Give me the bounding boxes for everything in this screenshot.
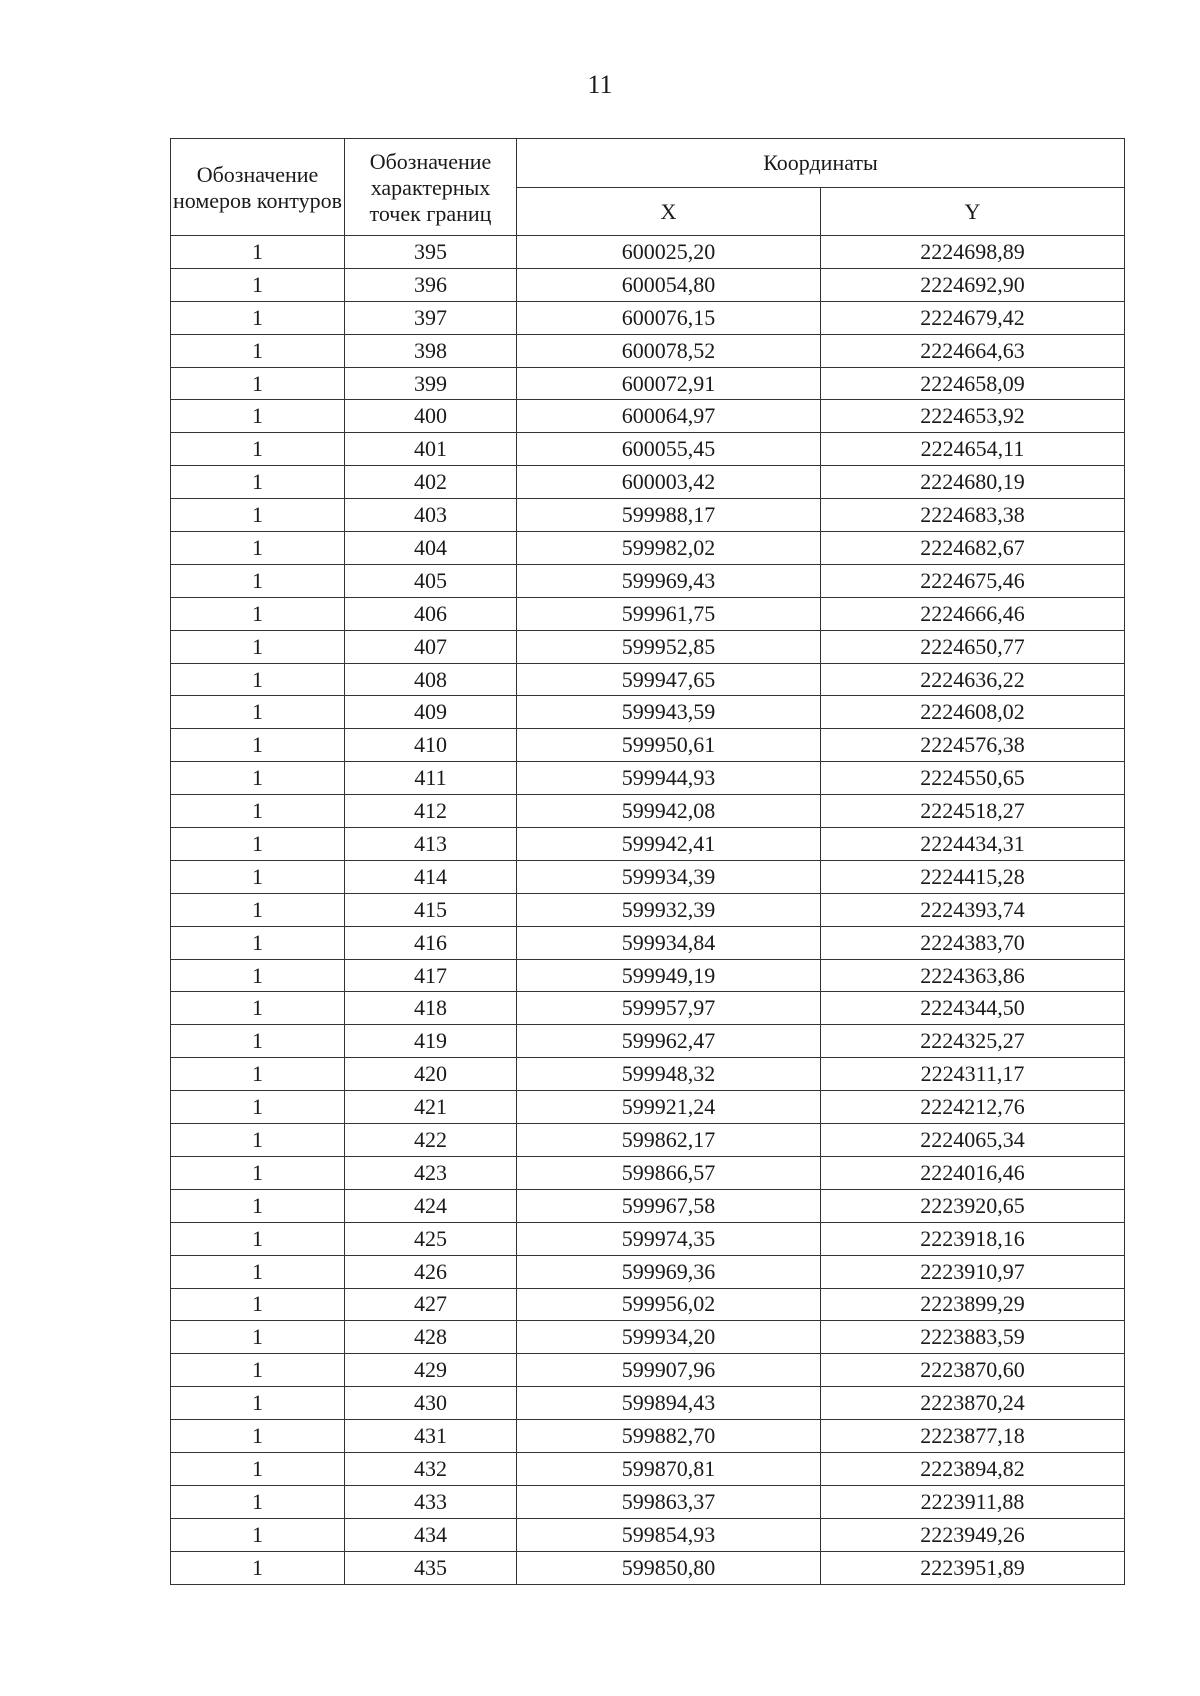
table-row [171, 1255, 1125, 1288]
cell-contour: 1 [171, 532, 345, 565]
cell-x: 599947,65 [517, 663, 821, 696]
cell-x: 599956,02 [517, 1288, 821, 1321]
cell-x: 599934,39 [517, 860, 821, 893]
cell-x: 599907,96 [517, 1354, 821, 1387]
cell-contour: 1 [171, 1420, 345, 1453]
cell-point: 403 [345, 499, 517, 532]
cell-y: 2223870,60 [821, 1354, 1125, 1387]
cell-y: 2224518,27 [821, 795, 1125, 828]
cell-x: 599894,43 [517, 1387, 821, 1420]
cell-x: 600025,20 [517, 236, 821, 269]
cell-contour: 1 [171, 1551, 345, 1584]
table-row [171, 893, 1125, 926]
cell-point: 421 [345, 1091, 517, 1124]
cell-point: 399 [345, 367, 517, 400]
cell-point: 407 [345, 630, 517, 663]
cell-y: 2224325,27 [821, 1025, 1125, 1058]
cell-x: 599942,41 [517, 828, 821, 861]
cell-point: 416 [345, 926, 517, 959]
table-row [171, 1288, 1125, 1321]
cell-point: 401 [345, 433, 517, 466]
cell-point: 420 [345, 1058, 517, 1091]
cell-point: 423 [345, 1156, 517, 1189]
cell-y: 2223877,18 [821, 1420, 1125, 1453]
cell-point: 397 [345, 301, 517, 334]
cell-contour: 1 [171, 663, 345, 696]
cell-y: 2223883,59 [821, 1321, 1125, 1354]
table-row [171, 236, 1125, 269]
cell-point: 430 [345, 1387, 517, 1420]
cell-contour: 1 [171, 893, 345, 926]
cell-x: 599988,17 [517, 499, 821, 532]
cell-point: 427 [345, 1288, 517, 1321]
cell-x: 599949,19 [517, 959, 821, 992]
cell-contour: 1 [171, 630, 345, 663]
cell-y: 2224065,34 [821, 1124, 1125, 1157]
cell-x: 599921,24 [517, 1091, 821, 1124]
cell-contour: 1 [171, 597, 345, 630]
cell-x: 599962,47 [517, 1025, 821, 1058]
cell-contour: 1 [171, 1354, 345, 1387]
cell-x: 599854,93 [517, 1518, 821, 1551]
cell-point: 411 [345, 762, 517, 795]
cell-contour: 1 [171, 367, 345, 400]
cell-y: 2224344,50 [821, 992, 1125, 1025]
table-row [171, 1485, 1125, 1518]
cell-y: 2224383,70 [821, 926, 1125, 959]
table-row [171, 597, 1125, 630]
cell-x: 599948,32 [517, 1058, 821, 1091]
cell-x: 599870,81 [517, 1452, 821, 1485]
table-row [171, 1518, 1125, 1551]
table-row [171, 301, 1125, 334]
cell-contour: 1 [171, 334, 345, 367]
coordinates-table [170, 138, 1125, 1585]
cell-contour: 1 [171, 729, 345, 762]
cell-point: 395 [345, 236, 517, 269]
cell-point: 433 [345, 1485, 517, 1518]
table-row [171, 630, 1125, 663]
cell-y: 2223899,29 [821, 1288, 1125, 1321]
cell-point: 432 [345, 1452, 517, 1485]
cell-contour: 1 [171, 1485, 345, 1518]
cell-contour: 1 [171, 1222, 345, 1255]
cell-point: 402 [345, 466, 517, 499]
header-y: Y [821, 188, 1125, 236]
cell-x: 600078,52 [517, 334, 821, 367]
cell-y: 2224636,22 [821, 663, 1125, 696]
cell-contour: 1 [171, 762, 345, 795]
table-row [171, 1354, 1125, 1387]
cell-contour: 1 [171, 268, 345, 301]
cell-y: 2224363,86 [821, 959, 1125, 992]
cell-y: 2223951,89 [821, 1551, 1125, 1584]
cell-point: 414 [345, 860, 517, 893]
table-body [171, 236, 1125, 1585]
cell-x: 599862,17 [517, 1124, 821, 1157]
cell-y: 2224683,38 [821, 499, 1125, 532]
cell-y: 2224608,02 [821, 696, 1125, 729]
cell-x: 599863,37 [517, 1485, 821, 1518]
header-row [171, 139, 1125, 188]
cell-y: 2223894,82 [821, 1452, 1125, 1485]
table-row [171, 1091, 1125, 1124]
cell-contour: 1 [171, 1518, 345, 1551]
cell-y: 2224550,65 [821, 762, 1125, 795]
table-row [171, 564, 1125, 597]
cell-x: 600076,15 [517, 301, 821, 334]
cell-contour: 1 [171, 696, 345, 729]
cell-y: 2224654,11 [821, 433, 1125, 466]
cell-y: 2223911,88 [821, 1485, 1125, 1518]
cell-y: 2224016,46 [821, 1156, 1125, 1189]
cell-point: 404 [345, 532, 517, 565]
cell-y: 2223918,16 [821, 1222, 1125, 1255]
cell-contour: 1 [171, 1387, 345, 1420]
cell-x: 599866,57 [517, 1156, 821, 1189]
cell-y: 2224393,74 [821, 893, 1125, 926]
cell-point: 435 [345, 1551, 517, 1584]
table-row [171, 828, 1125, 861]
cell-point: 413 [345, 828, 517, 861]
table-row [171, 795, 1125, 828]
page-number: 11 [587, 70, 613, 99]
cell-contour: 1 [171, 499, 345, 532]
cell-x: 599850,80 [517, 1551, 821, 1584]
table-row [171, 1124, 1125, 1157]
cell-y: 2224415,28 [821, 860, 1125, 893]
cell-y: 2224680,19 [821, 466, 1125, 499]
header-coordinates: Координаты [517, 139, 1125, 188]
cell-contour: 1 [171, 1452, 345, 1485]
cell-point: 400 [345, 400, 517, 433]
cell-x: 599969,43 [517, 564, 821, 597]
cell-x: 600003,42 [517, 466, 821, 499]
cell-contour: 1 [171, 301, 345, 334]
cell-contour: 1 [171, 564, 345, 597]
cell-point: 424 [345, 1189, 517, 1222]
table-row [171, 926, 1125, 959]
cell-point: 434 [345, 1518, 517, 1551]
cell-contour: 1 [171, 466, 345, 499]
cell-point: 426 [345, 1255, 517, 1288]
cell-contour: 1 [171, 992, 345, 1025]
table-row [171, 1222, 1125, 1255]
cell-contour: 1 [171, 1091, 345, 1124]
table-row [171, 860, 1125, 893]
cell-contour: 1 [171, 433, 345, 466]
cell-point: 418 [345, 992, 517, 1025]
cell-point: 428 [345, 1321, 517, 1354]
table-row [171, 1452, 1125, 1485]
cell-x: 599942,08 [517, 795, 821, 828]
cell-contour: 1 [171, 1321, 345, 1354]
table-row [171, 400, 1125, 433]
cell-y: 2223870,24 [821, 1387, 1125, 1420]
cell-x: 600054,80 [517, 268, 821, 301]
cell-x: 599969,36 [517, 1255, 821, 1288]
table-row [171, 1025, 1125, 1058]
cell-contour: 1 [171, 926, 345, 959]
cell-point: 406 [345, 597, 517, 630]
cell-x: 600055,45 [517, 433, 821, 466]
cell-point: 410 [345, 729, 517, 762]
cell-contour: 1 [171, 1255, 345, 1288]
cell-point: 425 [345, 1222, 517, 1255]
cell-y: 2224698,89 [821, 236, 1125, 269]
cell-contour: 1 [171, 400, 345, 433]
cell-y: 2224664,63 [821, 334, 1125, 367]
header-boundary-point: Обозначение характерных точек границ [345, 139, 517, 236]
cell-contour: 1 [171, 1058, 345, 1091]
cell-contour: 1 [171, 828, 345, 861]
cell-x: 599982,02 [517, 532, 821, 565]
cell-x: 599974,35 [517, 1222, 821, 1255]
cell-y: 2224679,42 [821, 301, 1125, 334]
table-row [171, 367, 1125, 400]
table-row [171, 1387, 1125, 1420]
cell-x: 599882,70 [517, 1420, 821, 1453]
cell-contour: 1 [171, 236, 345, 269]
cell-point: 396 [345, 268, 517, 301]
cell-point: 431 [345, 1420, 517, 1453]
cell-point: 429 [345, 1354, 517, 1387]
table-row [171, 959, 1125, 992]
cell-y: 2224692,90 [821, 268, 1125, 301]
cell-contour: 1 [171, 1025, 345, 1058]
cell-point: 408 [345, 663, 517, 696]
table-row [171, 696, 1125, 729]
table-row [171, 1156, 1125, 1189]
cell-y: 2224682,67 [821, 532, 1125, 565]
cell-y: 2224434,31 [821, 828, 1125, 861]
cell-point: 419 [345, 1025, 517, 1058]
cell-point: 417 [345, 959, 517, 992]
cell-y: 2224650,77 [821, 630, 1125, 663]
cell-y: 2223910,97 [821, 1255, 1125, 1288]
cell-x: 599950,61 [517, 729, 821, 762]
table-row [171, 433, 1125, 466]
cell-x: 599957,97 [517, 992, 821, 1025]
cell-y: 2224212,76 [821, 1091, 1125, 1124]
cell-x: 599934,84 [517, 926, 821, 959]
cell-x: 599934,20 [517, 1321, 821, 1354]
cell-point: 415 [345, 893, 517, 926]
cell-x: 599967,58 [517, 1189, 821, 1222]
cell-point: 412 [345, 795, 517, 828]
cell-y: 2224666,46 [821, 597, 1125, 630]
cell-x: 599932,39 [517, 893, 821, 926]
table-row [171, 762, 1125, 795]
table-row [171, 1420, 1125, 1453]
cell-x: 599961,75 [517, 597, 821, 630]
cell-contour: 1 [171, 1189, 345, 1222]
cell-y: 2224576,38 [821, 729, 1125, 762]
cell-x: 600072,91 [517, 367, 821, 400]
table-row [171, 334, 1125, 367]
table-row [171, 663, 1125, 696]
header-contour-number: Обозначение номеров контуров [171, 139, 345, 236]
cell-y: 2224675,46 [821, 564, 1125, 597]
table-row [171, 1321, 1125, 1354]
cell-x: 599944,93 [517, 762, 821, 795]
cell-y: 2224653,92 [821, 400, 1125, 433]
cell-x: 599943,59 [517, 696, 821, 729]
cell-y: 2224658,09 [821, 367, 1125, 400]
cell-contour: 1 [171, 795, 345, 828]
table-row [171, 532, 1125, 565]
cell-contour: 1 [171, 1156, 345, 1189]
table-row [171, 268, 1125, 301]
cell-point: 398 [345, 334, 517, 367]
cell-point: 405 [345, 564, 517, 597]
cell-x: 599952,85 [517, 630, 821, 663]
header-x: X [517, 188, 821, 236]
cell-contour: 1 [171, 860, 345, 893]
table-row [171, 992, 1125, 1025]
cell-y: 2224311,17 [821, 1058, 1125, 1091]
cell-point: 409 [345, 696, 517, 729]
table-row [171, 1551, 1125, 1584]
cell-y: 2223920,65 [821, 1189, 1125, 1222]
table-row [171, 729, 1125, 762]
table-row [171, 1189, 1125, 1222]
cell-y: 2223949,26 [821, 1518, 1125, 1551]
table-header [171, 139, 1125, 236]
cell-point: 422 [345, 1124, 517, 1157]
cell-contour: 1 [171, 1288, 345, 1321]
table-row [171, 1058, 1125, 1091]
table-row [171, 499, 1125, 532]
cell-x: 600064,97 [517, 400, 821, 433]
table-row [171, 466, 1125, 499]
cell-contour: 1 [171, 1124, 345, 1157]
cell-contour: 1 [171, 959, 345, 992]
